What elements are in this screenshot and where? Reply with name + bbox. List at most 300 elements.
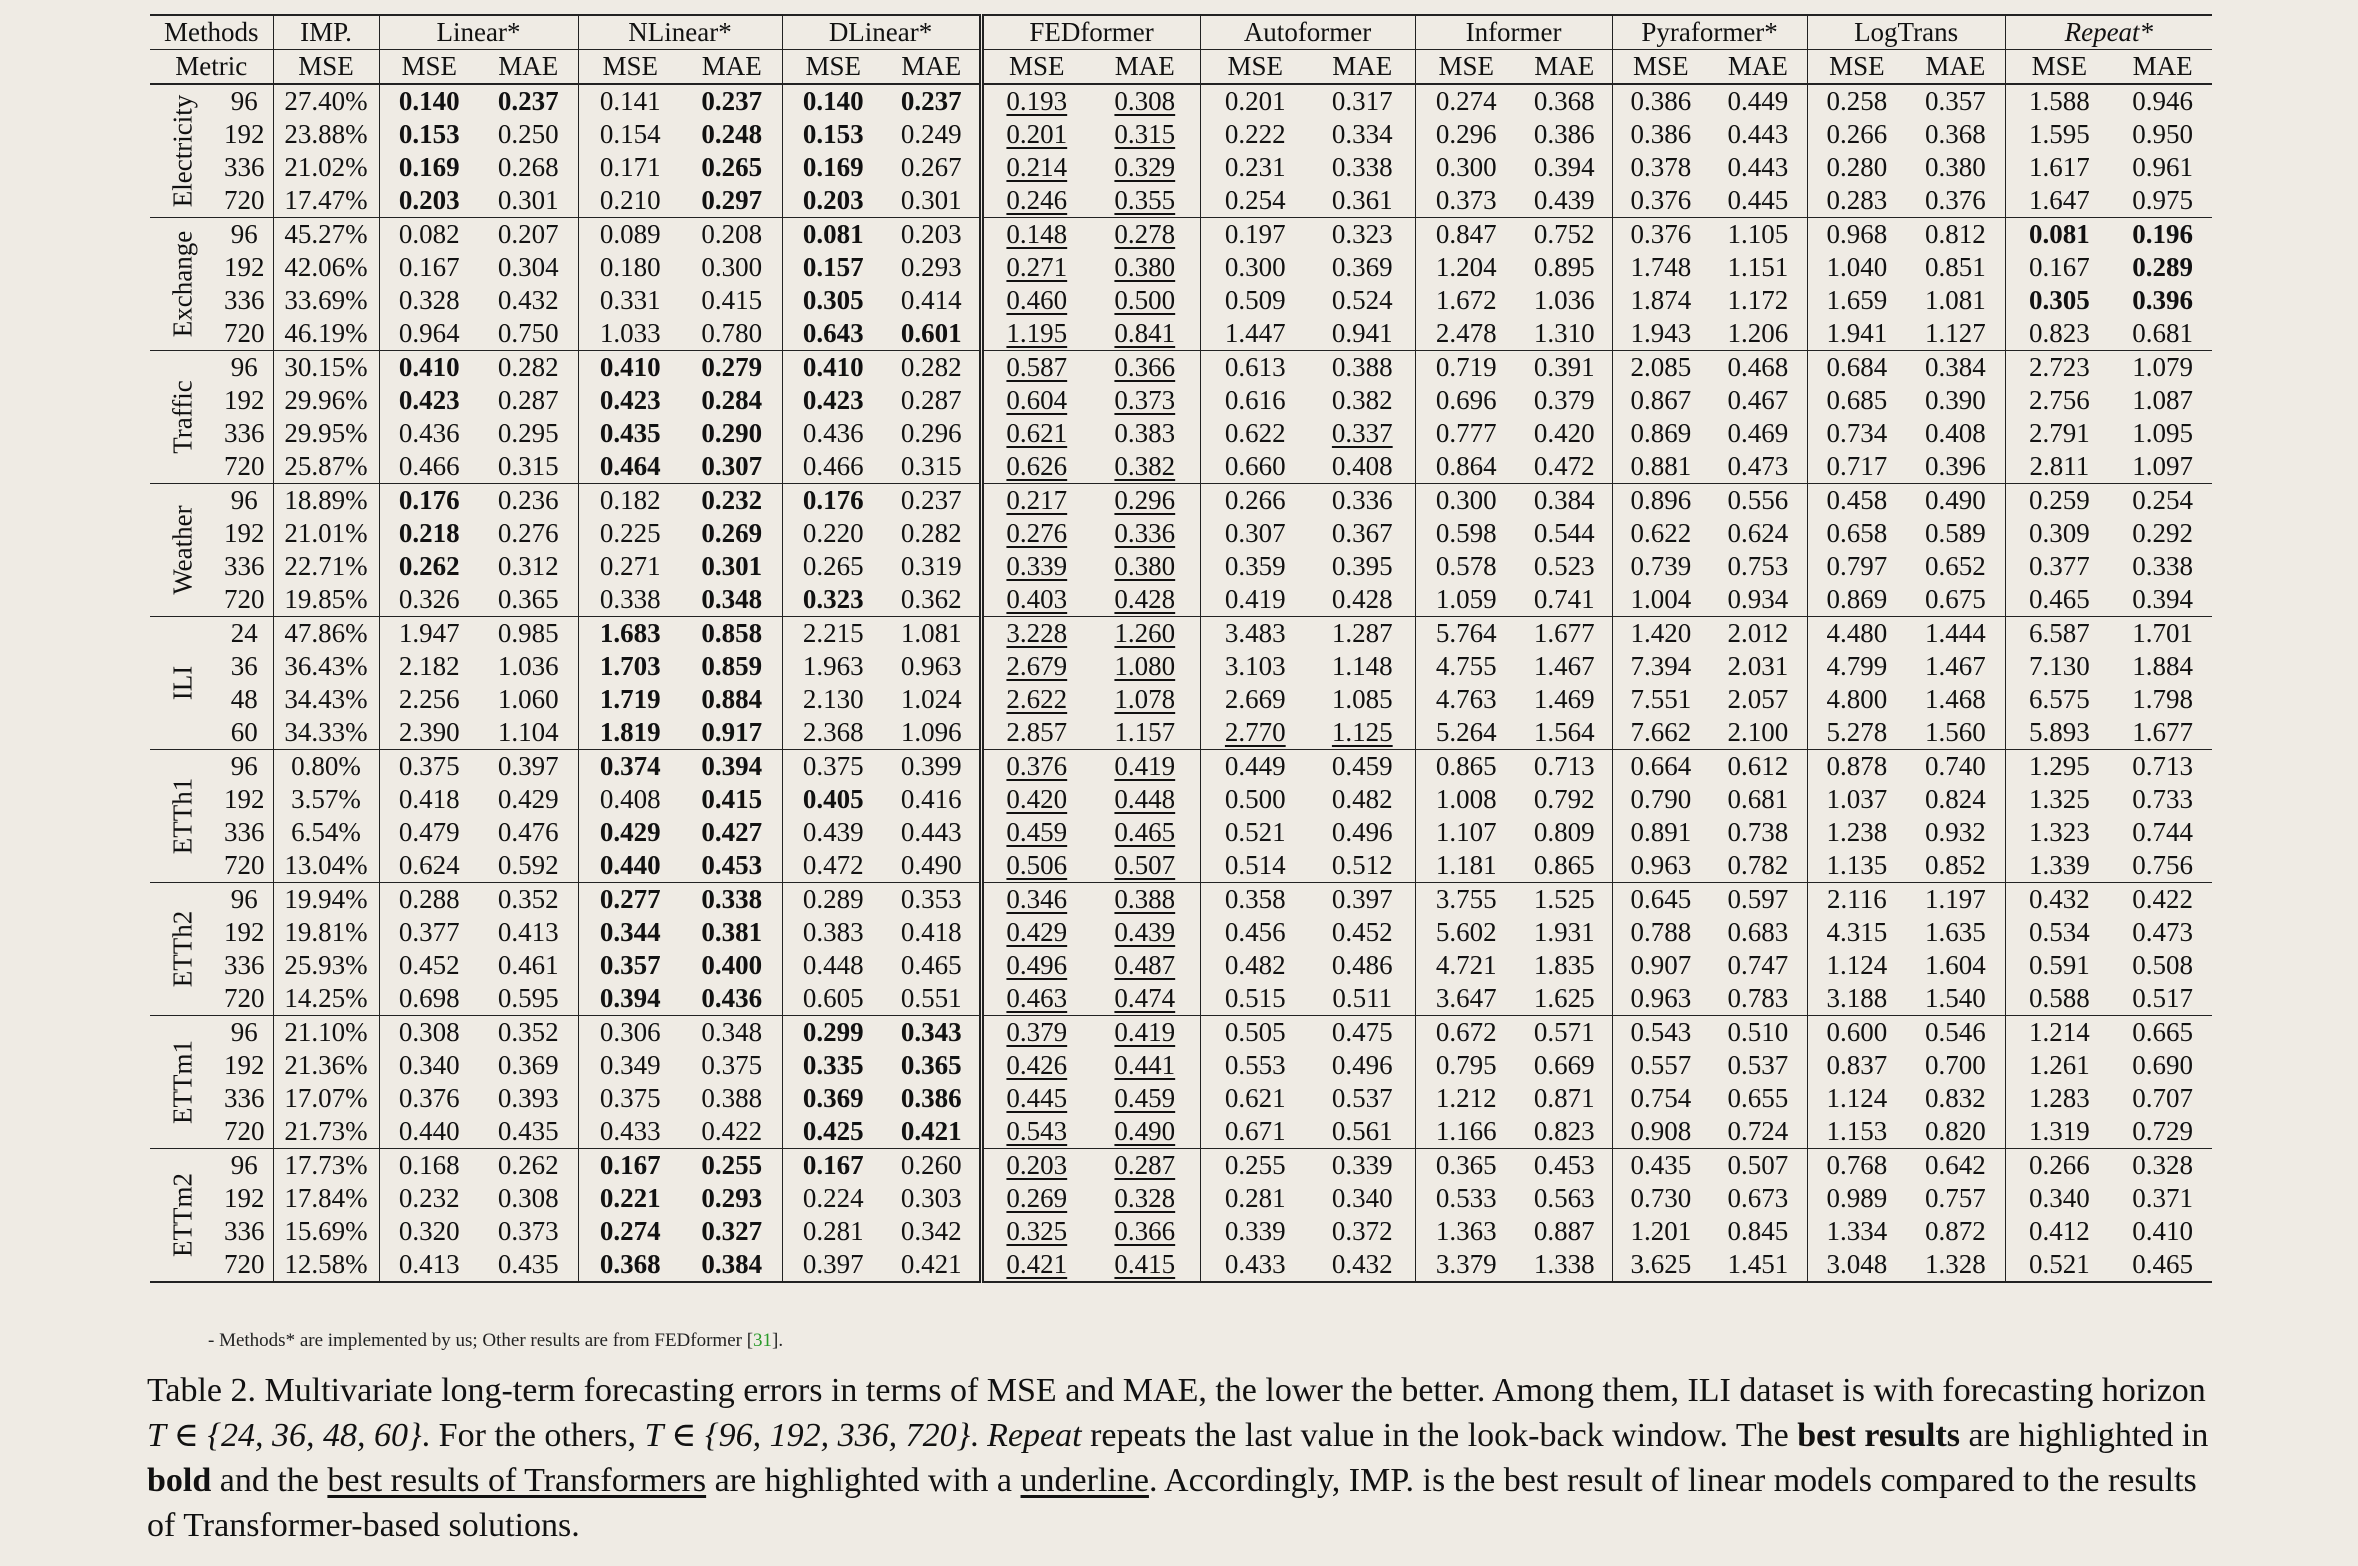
table-row <box>150 550 2212 583</box>
mse-cell: 0.308 <box>379 1016 479 1050</box>
mae-cell: 1.564 <box>1533 717 1595 747</box>
mse-header: MSE <box>379 50 479 85</box>
imp-cell: 21.02% <box>273 151 379 184</box>
dataset-name: Weather <box>167 505 198 595</box>
mae-cell: 0.375 <box>701 1050 763 1080</box>
imp-cell: 17.73% <box>273 1149 379 1183</box>
mse-cell: 1.033 <box>578 317 682 351</box>
mse-cell: 0.375 <box>578 1082 682 1115</box>
mae-cell: 1.078 <box>1114 684 1176 714</box>
mae-cell: 0.373 <box>1114 385 1176 415</box>
mse-cell: 0.464 <box>578 450 682 484</box>
mae-cell: 0.556 <box>1727 485 1789 515</box>
table-row <box>150 1115 2212 1149</box>
mse-cell: 0.908 <box>1612 1115 1709 1149</box>
mae-cell: 1.798 <box>2132 684 2193 714</box>
mae-cell: 0.372 <box>1331 1216 1393 1246</box>
mse-cell: 0.465 <box>2005 583 2113 617</box>
mse-cell: 0.358 <box>1200 883 1310 917</box>
horizon-cell: 96 <box>230 1017 258 1047</box>
mse-cell: 0.598 <box>1415 517 1517 550</box>
mae-cell: 0.496 <box>1331 1050 1393 1080</box>
mse-cell: 0.217 <box>981 484 1090 518</box>
mae-cell: 0.747 <box>1727 950 1789 980</box>
mse-cell: 0.167 <box>2005 251 2113 284</box>
imp-cell: 30.15% <box>273 351 379 385</box>
mae-cell: 1.677 <box>1533 618 1595 648</box>
mae-cell: 0.357 <box>1924 86 1986 116</box>
horizon-cell: 720 <box>224 185 265 215</box>
table-row <box>150 816 2212 849</box>
mae-cell: 1.060 <box>497 684 559 714</box>
imp-cell: 13.04% <box>273 849 379 883</box>
mse-cell: 0.277 <box>578 883 682 917</box>
mae-cell: 0.397 <box>1331 884 1393 914</box>
mae-cell: 0.293 <box>701 1183 763 1213</box>
mae-cell: 1.467 <box>1924 651 1986 681</box>
mse-cell: 0.305 <box>2005 284 2113 317</box>
mse-cell: 1.339 <box>2005 849 2113 883</box>
mse-cell: 1.595 <box>2005 118 2113 151</box>
caption-part: . Accordingly, IMP. is the best result of linear models compared to the results of Transformer-based solutions. <box>147 1462 2197 1544</box>
mae-cell: 1.157 <box>1114 717 1176 747</box>
footnote-citation-link[interactable]: 31 <box>753 1330 773 1351</box>
dataset-label <box>150 351 216 484</box>
mse-cell: 0.664 <box>1612 750 1709 784</box>
mae-cell: 0.841 <box>1114 318 1176 348</box>
mae-cell: 1.125 <box>1331 717 1393 747</box>
mae-cell: 0.783 <box>1727 983 1789 1013</box>
mae-cell: 0.388 <box>701 1083 763 1113</box>
imp-cell: 23.88% <box>273 118 379 151</box>
mse-cell: 0.515 <box>1200 982 1310 1016</box>
mae-cell: 0.820 <box>1924 1116 1986 1146</box>
mae-cell: 0.592 <box>497 850 559 880</box>
mae-cell: 0.517 <box>2132 983 2193 1013</box>
mae-cell: 0.467 <box>1727 385 1789 415</box>
dataset-name: ETTh1 <box>167 777 198 855</box>
mse-cell: 0.719 <box>1415 351 1517 385</box>
mse-cell: 0.837 <box>1807 1049 1906 1082</box>
mae-cell: 0.308 <box>1114 86 1176 116</box>
mae-cell: 0.482 <box>1331 784 1393 814</box>
mse-cell: 0.376 <box>379 1082 479 1115</box>
mae-cell: 1.206 <box>1727 318 1789 348</box>
mae-cell: 0.871 <box>1533 1083 1595 1113</box>
mae-cell: 0.681 <box>2132 318 2193 348</box>
mse-cell: 0.281 <box>1200 1182 1310 1215</box>
mae-cell: 0.250 <box>497 119 559 149</box>
mae-cell: 0.268 <box>497 152 559 182</box>
mse-cell: 0.543 <box>981 1115 1090 1149</box>
mae-cell: 0.366 <box>1114 1216 1176 1246</box>
mae-cell: 0.362 <box>900 584 962 614</box>
mae-cell: 2.100 <box>1727 717 1789 747</box>
mae-cell: 0.279 <box>701 352 763 382</box>
mse-cell: 0.717 <box>1807 450 1906 484</box>
mae-cell: 1.625 <box>1533 983 1595 1013</box>
mae-cell: 0.832 <box>1924 1083 1986 1113</box>
mse-cell: 0.622 <box>1612 517 1709 550</box>
mae-cell: 0.537 <box>1727 1050 1789 1080</box>
mae-cell: 0.429 <box>497 784 559 814</box>
mse-cell: 0.309 <box>2005 517 2113 550</box>
mse-cell: 0.255 <box>1200 1149 1310 1183</box>
mse-cell: 7.130 <box>2005 650 2113 683</box>
mae-cell: 0.683 <box>1727 917 1789 947</box>
mse-cell: 3.755 <box>1415 883 1517 917</box>
mse-cell: 1.040 <box>1807 251 1906 284</box>
mae-cell: 0.508 <box>2132 950 2193 980</box>
mae-cell: 0.443 <box>1727 119 1789 149</box>
mae-cell: 0.459 <box>1331 751 1393 781</box>
mse-cell: 2.723 <box>2005 351 2113 385</box>
mae-cell: 0.319 <box>900 551 962 581</box>
imp-cell: 34.33% <box>273 716 379 750</box>
mse-cell: 0.089 <box>578 218 682 252</box>
mse-cell: 1.181 <box>1415 849 1517 883</box>
mse-cell: 0.867 <box>1612 384 1709 417</box>
mae-cell: 0.342 <box>900 1216 962 1246</box>
mae-cell: 0.269 <box>701 518 763 548</box>
header-row-metric <box>150 50 2212 85</box>
mae-cell: 0.287 <box>497 385 559 415</box>
imp-cell: 15.69% <box>273 1215 379 1248</box>
mae-cell: 0.361 <box>1331 185 1393 215</box>
mse-cell: 0.754 <box>1612 1082 1709 1115</box>
mae-cell: 0.421 <box>900 1249 962 1279</box>
mse-cell: 3.647 <box>1415 982 1517 1016</box>
mse-cell: 0.369 <box>782 1082 884 1115</box>
mae-cell: 0.823 <box>1533 1116 1595 1146</box>
mse-cell: 0.864 <box>1415 450 1517 484</box>
horizon-cell: 96 <box>230 1150 258 1180</box>
mse-cell: 0.420 <box>981 783 1090 816</box>
table-row <box>150 783 2212 816</box>
mae-cell: 0.315 <box>900 451 962 481</box>
imp-cell: 17.47% <box>273 184 379 218</box>
mae-cell: 0.290 <box>701 418 763 448</box>
mse-cell: 0.964 <box>379 317 479 351</box>
mse-cell: 0.777 <box>1415 417 1517 450</box>
mae-cell: 0.428 <box>1114 584 1176 614</box>
mae-cell: 1.287 <box>1331 618 1393 648</box>
horizon-cell: 192 <box>224 917 265 947</box>
mse-cell: 0.865 <box>1415 750 1517 784</box>
mse-cell: 0.259 <box>2005 484 2113 518</box>
table-row <box>150 84 2212 118</box>
mse-cell: 5.264 <box>1415 716 1517 750</box>
mse-cell: 0.299 <box>782 1016 884 1050</box>
mae-cell: 0.394 <box>1533 152 1595 182</box>
mae-cell: 1.079 <box>2132 352 2193 382</box>
mae-cell: 1.604 <box>1924 950 1986 980</box>
mse-cell: 2.390 <box>379 716 479 750</box>
mae-cell: 0.236 <box>497 485 559 515</box>
mse-cell: 1.214 <box>2005 1016 2113 1050</box>
mae-cell: 0.453 <box>1533 1150 1595 1180</box>
caption-part: . <box>970 1417 988 1454</box>
mse-cell: 0.082 <box>379 218 479 252</box>
mae-cell: 0.700 <box>1924 1050 1986 1080</box>
mse-cell: 1.617 <box>2005 151 2113 184</box>
caption-part: are highlighted in <box>1960 1417 2209 1454</box>
mse-cell: 0.340 <box>2005 1182 2113 1215</box>
mae-cell: 0.371 <box>2132 1183 2193 1213</box>
mae-cell: 0.301 <box>900 185 962 215</box>
mse-cell: 0.300 <box>1415 151 1517 184</box>
mae-cell: 0.511 <box>1332 983 1393 1013</box>
mse-cell: 0.543 <box>1612 1016 1709 1050</box>
mse-cell: 0.339 <box>1200 1215 1310 1248</box>
mae-cell: 0.523 <box>1533 551 1595 581</box>
mae-cell: 2.012 <box>1727 618 1789 648</box>
mae-header: MAE <box>1534 51 1595 81</box>
mae-cell: 0.757 <box>1924 1183 1986 1213</box>
mse-cell: 0.376 <box>1612 184 1709 218</box>
mae-cell: 0.317 <box>1331 86 1393 116</box>
mae-cell: 0.895 <box>1533 252 1595 282</box>
mae-cell: 0.872 <box>1924 1216 1986 1246</box>
mse-cell: 0.169 <box>782 151 884 184</box>
mse-cell: 0.157 <box>782 251 884 284</box>
mae-cell: 0.486 <box>1331 950 1393 980</box>
mae-cell: 0.473 <box>2132 917 2193 947</box>
mse-cell: 0.167 <box>379 251 479 284</box>
mse-cell: 1.420 <box>1612 617 1709 651</box>
mse-cell: 0.533 <box>1415 1182 1517 1215</box>
table-row <box>150 218 2212 252</box>
dataset-label <box>150 1149 216 1283</box>
horizon-cell: 336 <box>224 551 265 581</box>
horizon-cell: 336 <box>224 152 265 182</box>
mae-cell: 0.561 <box>1331 1116 1393 1146</box>
mae-cell: 0.394 <box>701 751 763 781</box>
mse-cell: 0.169 <box>379 151 479 184</box>
mae-cell: 0.422 <box>701 1116 763 1146</box>
mse-cell: 0.296 <box>1415 118 1517 151</box>
mae-cell: 0.941 <box>1331 318 1393 348</box>
imp-cell: 29.95% <box>273 417 379 450</box>
mse-cell: 0.306 <box>578 1016 682 1050</box>
mse-cell: 0.463 <box>981 982 1090 1016</box>
mae-cell: 0.315 <box>1114 119 1176 149</box>
imp-cell: 0.80% <box>273 750 379 784</box>
imp-cell: 19.85% <box>273 583 379 617</box>
mae-cell: 0.395 <box>1331 551 1393 581</box>
mae-cell: 1.328 <box>1924 1249 1986 1279</box>
mse-cell: 2.478 <box>1415 317 1517 351</box>
mae-cell: 0.237 <box>900 485 962 515</box>
caption-math-ili: T ∈ {24, 36, 48, 60} <box>147 1417 422 1454</box>
mse-cell: 0.626 <box>981 450 1090 484</box>
mae-cell: 0.203 <box>900 219 962 249</box>
mae-cell: 0.348 <box>701 1017 763 1047</box>
mae-cell: 0.419 <box>1114 1017 1176 1047</box>
mae-cell: 1.080 <box>1114 651 1176 681</box>
mae-cell: 0.284 <box>701 385 763 415</box>
mae-cell: 0.293 <box>900 252 962 282</box>
mae-cell: 0.365 <box>497 584 559 614</box>
mse-cell: 0.604 <box>981 384 1090 417</box>
mse-cell: 1.588 <box>2005 84 2113 118</box>
imp-metric-header: MSE <box>273 50 379 85</box>
dataset-name: Traffic <box>167 380 198 454</box>
mae-cell: 0.675 <box>1924 584 1986 614</box>
mae-cell: 0.812 <box>1924 219 1986 249</box>
mse-cell: 0.448 <box>782 949 884 982</box>
mae-cell: 0.917 <box>701 717 763 747</box>
mae-cell: 1.148 <box>1331 651 1393 681</box>
mse-header: MSE <box>782 50 884 85</box>
mae-cell: 0.355 <box>1114 185 1176 215</box>
mse-cell: 0.847 <box>1415 218 1517 252</box>
dataset-label <box>150 1016 216 1149</box>
dataset-label <box>150 218 216 351</box>
mae-header: MAE <box>1925 51 1986 81</box>
mae-cell: 0.382 <box>1331 385 1393 415</box>
mse-cell: 4.755 <box>1415 650 1517 683</box>
mse-cell: 0.218 <box>379 517 479 550</box>
mse-cell: 0.449 <box>1200 750 1310 784</box>
mae-cell: 0.507 <box>1114 850 1176 880</box>
mse-cell: 0.140 <box>379 84 479 118</box>
mae-cell: 0.237 <box>701 86 763 116</box>
mse-cell: 0.374 <box>578 750 682 784</box>
mae-cell: 1.105 <box>1727 219 1789 249</box>
mae-cell: 0.391 <box>1533 352 1595 382</box>
mse-cell: 0.081 <box>2005 218 2113 252</box>
mae-cell: 0.510 <box>1727 1017 1789 1047</box>
mse-cell: 0.280 <box>1807 151 1906 184</box>
mae-cell: 1.085 <box>1331 684 1393 714</box>
mse-cell: 0.266 <box>1807 118 1906 151</box>
mse-cell: 0.266 <box>2005 1149 2113 1183</box>
mae-cell: 0.255 <box>701 1150 763 1180</box>
mae-cell: 0.473 <box>1727 451 1789 481</box>
horizon-cell: 192 <box>224 252 265 282</box>
table-row <box>150 617 2212 651</box>
mse-cell: 0.326 <box>379 583 479 617</box>
mse-cell: 0.600 <box>1807 1016 1906 1050</box>
mse-cell: 2.811 <box>2005 450 2113 484</box>
mae-cell: 0.884 <box>701 684 763 714</box>
mae-cell: 0.329 <box>1114 152 1176 182</box>
horizon-cell: 24 <box>230 618 258 648</box>
mae-cell: 0.343 <box>900 1017 962 1047</box>
mse-cell: 0.645 <box>1612 883 1709 917</box>
mae-cell: 0.237 <box>497 86 559 116</box>
mae-cell: 0.366 <box>1114 352 1176 382</box>
mse-cell: 1.004 <box>1612 583 1709 617</box>
mse-cell: 0.963 <box>1612 982 1709 1016</box>
model-header-logtrans: LogTrans <box>1807 15 2005 50</box>
mse-cell: 0.281 <box>782 1215 884 1248</box>
mse-cell: 1.719 <box>578 683 682 716</box>
mse-cell: 0.405 <box>782 783 884 816</box>
mae-cell: 0.289 <box>2132 252 2193 282</box>
mae-cell: 0.369 <box>1331 252 1393 282</box>
mae-cell: 0.858 <box>701 618 763 648</box>
mse-cell: 0.534 <box>2005 916 2113 949</box>
table-row <box>150 1182 2212 1215</box>
imp-cell: 12.58% <box>273 1248 379 1282</box>
imp-cell: 25.87% <box>273 450 379 484</box>
mse-cell: 6.575 <box>2005 683 2113 716</box>
mae-cell: 0.365 <box>900 1050 962 1080</box>
mse-cell: 0.698 <box>379 982 479 1016</box>
mse-cell: 1.195 <box>981 317 1090 351</box>
mse-cell: 0.878 <box>1807 750 1906 784</box>
mae-cell: 0.312 <box>497 551 559 581</box>
mae-cell: 0.328 <box>1114 1183 1176 1213</box>
mse-cell: 1.238 <box>1807 816 1906 849</box>
mae-cell: 0.248 <box>701 119 763 149</box>
mse-cell: 0.521 <box>1200 816 1310 849</box>
mae-cell: 0.809 <box>1533 817 1595 847</box>
mse-cell: 0.379 <box>981 1016 1090 1050</box>
mse-cell: 0.271 <box>578 550 682 583</box>
model-header-linear: Linear* <box>379 15 578 50</box>
mse-cell: 0.373 <box>1415 184 1517 218</box>
mae-cell: 0.373 <box>497 1216 559 1246</box>
mse-cell: 1.963 <box>782 650 884 683</box>
mae-cell: 0.551 <box>900 983 962 1013</box>
dataset-name: Electricity <box>167 94 198 208</box>
mse-cell: 2.791 <box>2005 417 2113 450</box>
mse-cell: 0.881 <box>1612 450 1709 484</box>
mse-cell: 1.683 <box>578 617 682 651</box>
mae-cell: 0.400 <box>701 950 763 980</box>
mae-cell: 0.308 <box>497 1183 559 1213</box>
mae-cell: 0.408 <box>1924 418 1986 448</box>
mae-cell: 0.487 <box>1114 950 1176 980</box>
mae-cell: 0.367 <box>1331 518 1393 548</box>
mae-cell: 0.975 <box>2132 185 2193 215</box>
mse-cell: 0.423 <box>379 384 479 417</box>
caption-math-others: T ∈ {96, 192, 336, 720} <box>644 1417 971 1454</box>
mae-header: MAE <box>1114 51 1175 81</box>
mse-cell: 0.232 <box>379 1182 479 1215</box>
mse-cell: 3.625 <box>1612 1248 1709 1282</box>
mse-cell: 0.790 <box>1612 783 1709 816</box>
mse-cell: 1.323 <box>2005 816 2113 849</box>
table-row <box>150 517 2212 550</box>
mse-cell: 0.271 <box>981 251 1090 284</box>
mae-cell: 0.267 <box>900 152 962 182</box>
mae-cell: 0.601 <box>900 318 962 348</box>
mse-cell: 0.460 <box>981 284 1090 317</box>
mse-cell: 0.466 <box>782 450 884 484</box>
mae-cell: 0.950 <box>2132 119 2193 149</box>
horizon-cell: 96 <box>230 485 258 515</box>
horizon-cell: 36 <box>230 651 258 681</box>
mae-cell: 0.713 <box>2132 751 2193 781</box>
mae-cell: 0.782 <box>1727 850 1789 880</box>
table-row <box>150 1049 2212 1082</box>
table-row <box>150 883 2212 917</box>
mae-cell: 0.887 <box>1533 1216 1595 1246</box>
mae-cell: 0.724 <box>1727 1116 1789 1146</box>
dataset-label <box>150 84 216 218</box>
table-row <box>150 251 2212 284</box>
dataset-name: ETTm2 <box>167 1173 198 1257</box>
mae-cell: 0.254 <box>2132 485 2193 515</box>
mse-cell: 0.823 <box>2005 317 2113 351</box>
table-row <box>150 417 2212 450</box>
mse-cell: 0.320 <box>379 1215 479 1248</box>
mse-cell: 0.440 <box>379 1115 479 1149</box>
